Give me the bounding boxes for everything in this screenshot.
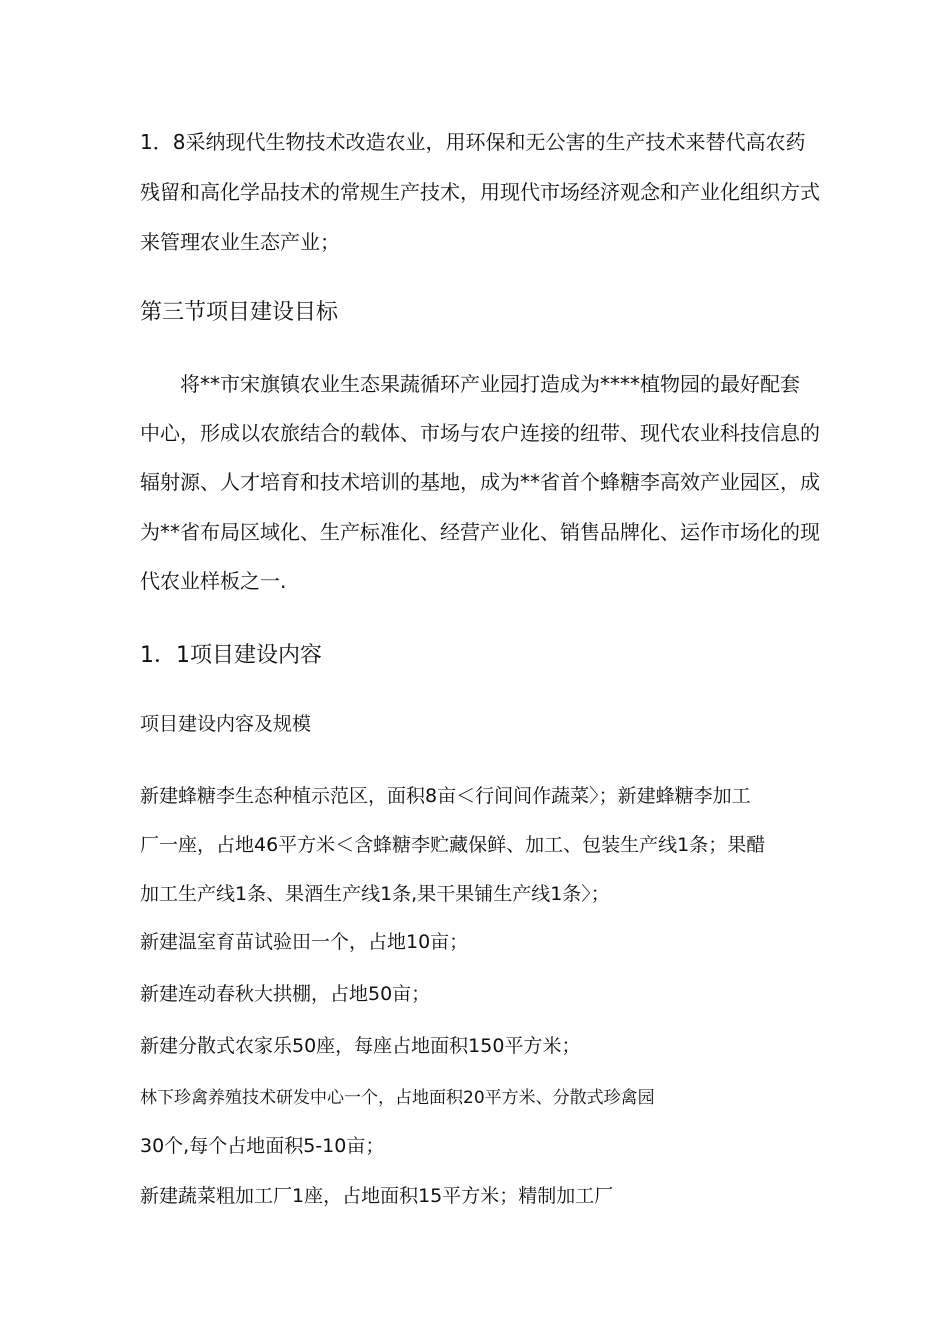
content-item-line-7: 林下珍禽养殖技术研发中心一个，占地面积20平方米、分散式珍禽园	[140, 1088, 655, 1108]
content-item-line-6: 新建分散式农家乐50座，每座占地面积150平方米；	[140, 1035, 581, 1057]
content-item-line-1: 新建蜂糖李生态种植示范区，面积8亩＜行间间作蔬菜〉；新建蜂糖李加工	[140, 785, 751, 807]
section-heading-content: 1．1项目建设内容	[140, 643, 322, 668]
content-item-line-8: 30个,每个占地面积5-10亩；	[140, 1135, 385, 1157]
intro-line-2: 残留和高化学品技术的常规生产技术，用现代市场经济观念和产业化组织方式	[140, 180, 820, 204]
content-item-line-3: 加工生产线1条、果酒生产线1条,果干果铺生产线1条〉；	[140, 883, 610, 905]
content-item-line-4: 新建温室育苗试验田一个，占地10亩；	[140, 931, 469, 953]
content-item-line-5: 新建连动春秋大拱棚，占地50亩；	[140, 983, 431, 1005]
intro-line-1: 1．8采纳现代生物技术改造农业，用环保和无公害的生产技术来替代高农药	[140, 130, 806, 154]
goals-paragraph-line-5: 代农业样板之一.	[140, 569, 287, 593]
goals-paragraph-line-3: 辐射源、人才培育和技术培训的基地，成为**省首个蜂糖李高效产业园区，成	[140, 470, 820, 494]
intro-line-3: 来管理农业生态产业；	[140, 230, 340, 254]
goals-paragraph-line-1: 将**市宋旗镇农业生态果蔬循环产业园打造成为****植物园的最好配套	[180, 372, 800, 396]
section-heading-goals: 第三节项目建设目标	[140, 300, 339, 325]
content-item-line-9: 新建蔬菜粗加工厂1座，占地面积15平方米；精制加工厂	[140, 1185, 614, 1207]
goals-paragraph-line-2: 中心，形成以农旅结合的载体、市场与农户连接的纽带、现代农业科技信息的	[140, 421, 820, 445]
content-item-line-2: 厂一座，占地46平方米＜含蜂糖李贮藏保鲜、加工、包装生产线1条；果醋	[140, 834, 766, 856]
goals-paragraph-line-4: 为**省布局区域化、生产标准化、经营产业化、销售品牌化、运作市场化的现	[140, 520, 820, 544]
content-subheading: 项目建设内容及规模	[140, 713, 312, 735]
